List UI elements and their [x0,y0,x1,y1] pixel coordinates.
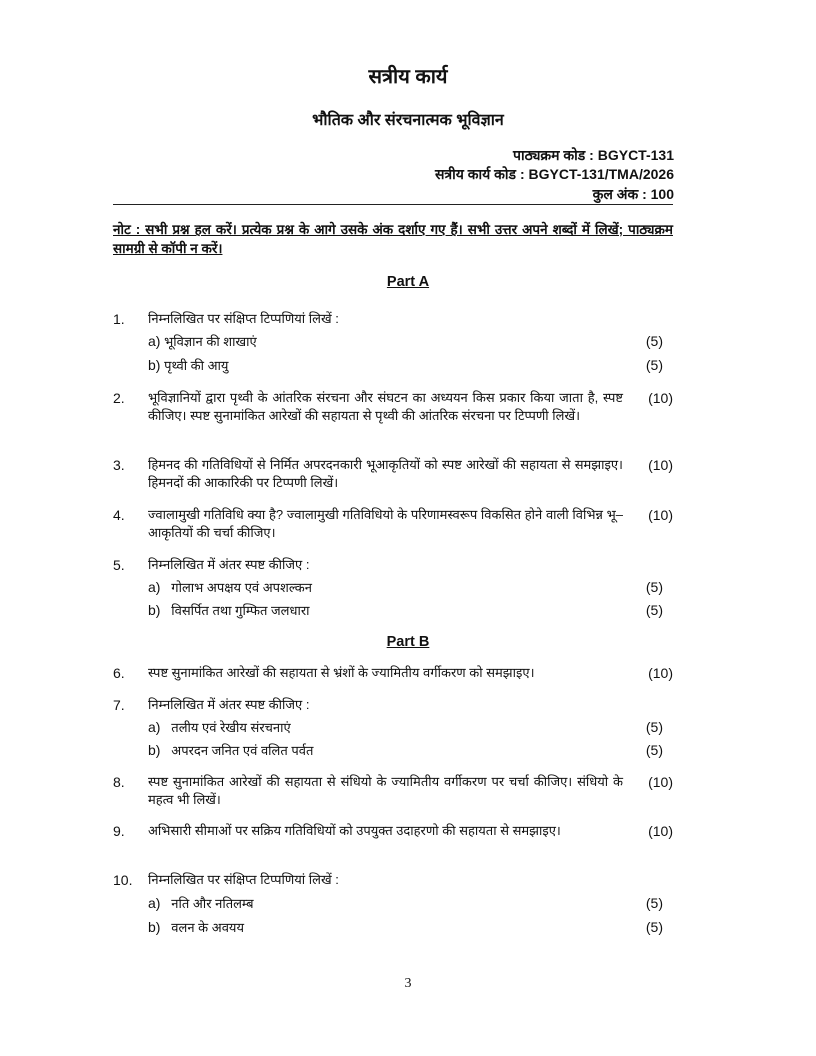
question-text: निम्नलिखित में अंतर स्पष्ट कीजिए : [148,697,310,712]
sub-question [148,578,673,598]
question-number: 1. [113,311,125,327]
question-number: 2. [113,390,125,406]
sub-marks: (5) [645,333,663,349]
question-6 [113,664,673,684]
question-number: 3. [113,457,125,473]
sub-marks: (5) [645,719,663,735]
question-marks: (10) [648,774,673,790]
question-number: 10. [113,872,133,888]
question-marks: (10) [648,390,673,406]
sub-text: विसर्पित तथा गुम्फित जलधारा [171,603,310,618]
sub-label: b) [148,742,161,758]
question-number: 7. [113,697,125,713]
sub-marks: (5) [645,742,663,758]
sub-label: b) [148,919,161,935]
question-marks: (10) [648,457,673,473]
sub-text: अपरदन जनित एवं वलित पर्वत [171,743,314,758]
sub-question [148,356,673,376]
sub-question [148,332,673,352]
question-text: हिमनद की गतिविधियों से निर्मित अपरदनकारी भूआकृतियों को स्पष्ट आरेखों की सहायता से समझाइए। हिमनदों की आकारिकी पर टिप्पणी लिखें। [148,457,623,490]
question-text: निम्नलिखित में अंतर स्पष्ट कीजिए : [148,557,310,572]
sub-text: नति और नतिलम्ब [171,896,254,911]
sub-text: तलीय एवं रेखीय संरचनाएं [171,720,291,735]
question-8 [113,773,673,811]
question-7 [113,696,673,766]
header-divider [113,204,673,205]
question-number: 5. [113,557,125,573]
sub-question [148,894,673,914]
question-marks: (10) [648,507,673,523]
sub-text: वलन के अवयय [171,920,245,935]
question-text: अभिसारी सीमाओं पर सक्रिय गतिविधियों को उपयुक्त उदाहरणो की सहायता से समझाइए। [148,823,561,838]
sub-marks: (5) [645,895,663,911]
sub-marks: (5) [645,919,663,935]
instructions-note: नोट : सभी प्रश्न हल करें। प्रत्येक प्रश्न के आगे उसके अंक दर्शाए गए हैं। सभी उत्तर अपने शब्दों में लिखें; पाठ्यक्रम सामग्री से कॉपी न करें। [113,222,673,256]
total-marks: कुल अंक : 100 [592,186,674,202]
sub-question [148,741,673,761]
question-number: 6. [113,665,125,681]
part-b-heading: Part B [386,634,430,650]
assignment-code: सत्रीय कार्य कोड : BGYCT-131/TMA/2026 [434,166,674,182]
question-text: ज्वालामुखी गतिविधि क्या है? ज्वालामुखी गतिविधियो के परिणामस्वरूप विकसित होने वाली विभिन्न भू–आकृतियों की चर्चा कीजिए। [148,507,623,540]
sub-label: a) [148,895,161,911]
sub-text: पृथ्वी की आयु [164,358,229,373]
question-text: भूविज्ञानियों द्वारा पृथ्वी के आंतरिक संरचना और संघटन का अध्ययन किस प्रकार किया जाता है, स्पष्ट कीजिए। स्पष्ट सुनामांकित आरेखों की सहायता से पृथ्वी की आंतरिक संरचना पर टिप्पणी लिखें। [148,390,623,423]
page-number: 3 [404,976,412,991]
document-title: सत्रीय कार्य [368,66,448,88]
question-1 [113,310,673,380]
sub-marks: (5) [645,579,663,595]
course-title: भौतिक और संरचनात्मक भूविज्ञान [312,112,504,129]
question-text: स्पष्ट सुनामांकित आरेखों की सहायता से भ्रंशों के ज्यामितीय वर्गीकरण को समझाइए। [148,665,535,680]
sub-marks: (5) [645,602,663,618]
question-number: 4. [113,507,125,523]
question-text: निम्नलिखित पर संक्षिप्त टिप्पणियां लिखें : [148,311,339,326]
question-marks: (10) [648,823,673,839]
question-text: निम्नलिखित पर संक्षिप्त टिप्पणियां लिखें : [148,872,339,887]
sub-question [148,601,673,621]
question-10 [113,871,673,941]
question-5 [113,556,673,626]
sub-text: भूविज्ञान की शाखाएं [164,334,257,349]
sub-label: b) [148,602,161,618]
question-2 [113,389,673,445]
sub-label: b) [148,357,161,373]
part-a-heading: Part A [386,274,430,290]
question-text: स्पष्ट सुनामांकित आरेखों की सहायता से संधियो के ज्यामितीय वर्गीकरण पर चर्चा कीजिए। संधियो के महत्व भी लिखें। [148,774,623,807]
question-number: 8. [113,774,125,790]
sub-question [148,718,673,738]
sub-text: गोलाभ अपक्षय एवं अपशल्कन [171,580,312,595]
question-marks: (10) [648,665,673,681]
question-4 [113,506,673,544]
question-number: 9. [113,823,125,839]
question-3 [113,456,673,494]
sub-label: a) [148,719,161,735]
course-code: पाठ्यक्रम कोड : BGYCT-131 [513,147,674,163]
sub-label: a) [148,333,161,349]
sub-label: a) [148,579,161,595]
sub-marks: (5) [645,357,663,373]
question-9 [113,822,673,860]
sub-question [148,918,673,938]
